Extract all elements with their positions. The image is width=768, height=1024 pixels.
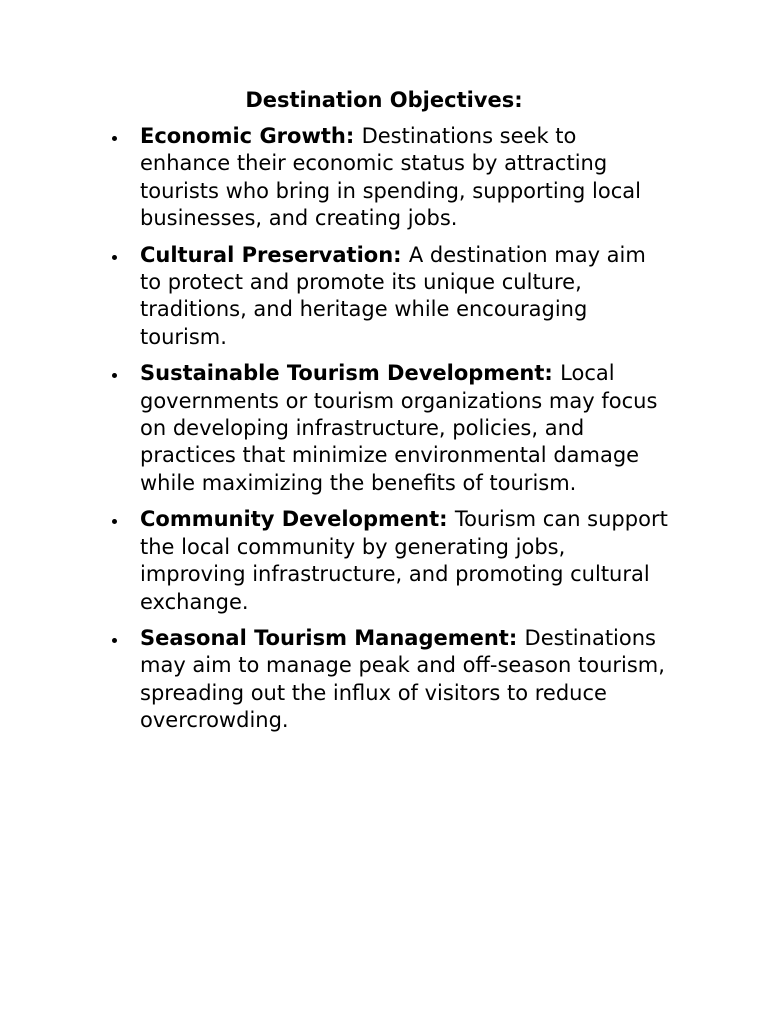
objective-text: Destinations seek to enhance their economic status by attracting tourists who bring in spending, supporting local businesses, and creating jobs. <box>140 124 641 231</box>
bullet-icon <box>112 638 117 643</box>
objective-community-development <box>112 506 672 616</box>
objective-heading: Cultural Preservation: <box>140 242 409 267</box>
objective-heading: Economic Growth: <box>140 124 362 148</box>
objective-text: A destination may aim to protect and promote its unique culture, traditions, and heritage while encouraging tourism. <box>140 242 646 349</box>
document-title: Destination Objectives: <box>245 88 523 112</box>
objective-heading: Community Development: <box>140 507 455 532</box>
objective-text: Destinations may aim to manage peak and off-season tourism, spreading out the influx of visitors to reduce overcrowding. <box>140 625 665 733</box>
objective-heading: Sustainable Tourism Development: <box>140 361 561 386</box>
objective-text: Local governments or tourism organizations may focus on developing infrastructure, policies, and practices that minimize environmental damage while maximizing the benefits of tourism. <box>140 361 658 495</box>
objective-heading: Seasonal Tourism Management: <box>140 625 525 650</box>
bullet-icon <box>112 373 117 378</box>
objective-seasonal-tourism <box>112 625 672 735</box>
objective-economic-growth <box>112 123 672 233</box>
objective-sustainable-tourism <box>112 360 672 497</box>
bullet-icon <box>112 519 117 524</box>
bullet-icon <box>112 255 117 260</box>
bullet-icon <box>112 136 117 141</box>
objective-text: Tourism can support the local community by generating jobs, improving infrastructure, and promoting cultural exchange. <box>140 507 668 614</box>
objectives-list <box>112 123 672 744</box>
objective-cultural-preservation <box>112 242 672 352</box>
